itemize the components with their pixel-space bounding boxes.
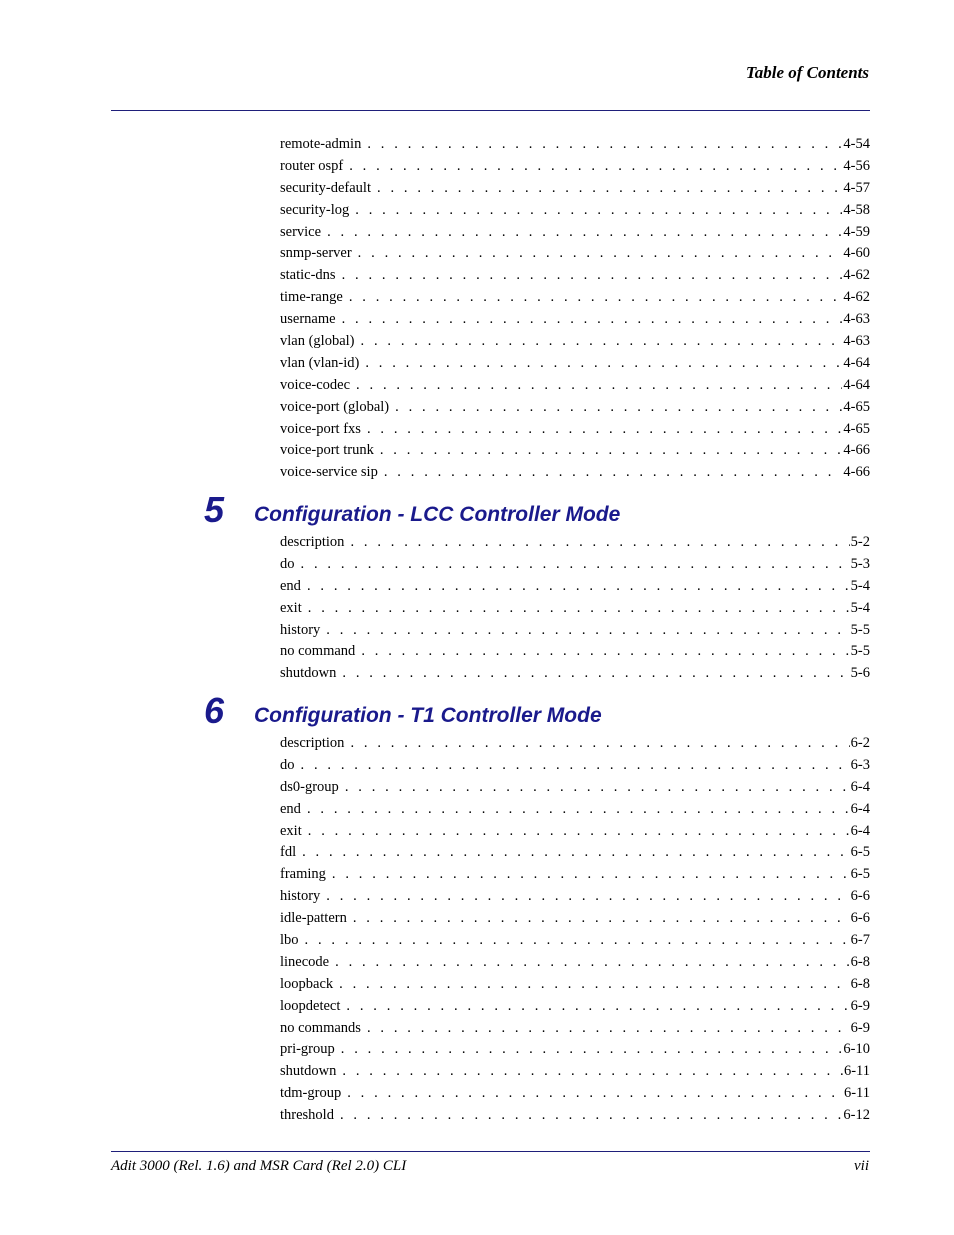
- toc-entry-page: 5-6: [850, 665, 870, 682]
- toc-entry-name: no command: [280, 643, 356, 660]
- toc-dot-leader: [361, 331, 843, 353]
- toc-entry-page: 5-4: [850, 577, 870, 594]
- toc-entry-page: 4-60: [843, 245, 870, 262]
- toc-chapter-6-list: [280, 733, 870, 1127]
- toc-entry-name: exit: [280, 822, 302, 839]
- toc-entry[interactable]: [280, 1061, 870, 1083]
- toc-entry-page: 5-2: [850, 534, 870, 550]
- toc-dot-leader: [350, 733, 849, 755]
- toc-dot-leader: [326, 620, 849, 642]
- toc-entry-page: 6-12: [843, 1107, 870, 1124]
- toc-entry-name: username: [280, 311, 336, 328]
- toc-dot-leader: [335, 952, 850, 974]
- toc-entry-name: threshold: [280, 1107, 334, 1124]
- chapter-5-number: 5: [204, 489, 225, 530]
- toc-entry-name: lbo: [280, 932, 299, 949]
- toc-dot-leader: [301, 755, 850, 777]
- toc-entry-name: pri-group: [280, 1041, 335, 1058]
- toc-dot-leader: [377, 178, 842, 200]
- toc-dot-leader: [342, 265, 843, 287]
- toc-entry[interactable]: [280, 397, 870, 419]
- footer-document-title: Adit 3000 (Rel. 1.6) and MSR Card (Rel 2.0) CLI: [111, 1158, 407, 1174]
- toc-entry[interactable]: [280, 265, 870, 287]
- toc-entry-page: 4-64: [843, 376, 870, 393]
- toc-entry-page: 4-54: [843, 136, 870, 152]
- toc-dot-leader: [339, 974, 850, 996]
- toc-entry-name: history: [280, 621, 321, 638]
- toc-entry-page: 6-9: [850, 1019, 870, 1036]
- toc-entry-name: voice-service sip: [280, 464, 378, 481]
- toc-entry-page: 4-64: [843, 354, 870, 371]
- footer-page-number: vii: [854, 1158, 869, 1174]
- toc-dot-leader: [349, 287, 843, 309]
- toc-entry-page: 4-57: [843, 179, 870, 196]
- toc-entry-page: 6-9: [850, 997, 870, 1014]
- toc-entry[interactable]: [280, 243, 870, 265]
- toc-entry-name: voice-codec: [280, 376, 351, 393]
- toc-dot-leader: [384, 462, 843, 484]
- page-header-title: Table of Contents: [745, 63, 869, 82]
- toc-entry-page: 4-66: [843, 464, 870, 481]
- toc-entry-name: router ospf: [280, 157, 344, 174]
- toc-entry[interactable]: [280, 200, 870, 222]
- toc-entry[interactable]: [280, 886, 870, 908]
- toc-entry-name: time-range: [280, 289, 343, 306]
- toc-entry-name: vlan (vlan-id): [280, 354, 360, 371]
- toc-entry-name: end: [280, 800, 301, 817]
- toc-entry[interactable]: [280, 755, 870, 777]
- toc-entry-name: vlan (global): [280, 333, 355, 350]
- toc-entry-name: voice-port (global): [280, 398, 390, 415]
- toc-entry-name: tdm-group: [280, 1085, 342, 1102]
- toc-entry-name: voice-port fxs: [280, 420, 361, 437]
- toc-entry[interactable]: [280, 996, 870, 1018]
- toc-dot-leader: [305, 930, 850, 952]
- toc-section-4-list: [280, 134, 870, 484]
- toc-dot-leader: [341, 1039, 843, 1061]
- toc-dot-leader: [308, 598, 850, 620]
- toc-dot-leader: [380, 440, 843, 462]
- toc-entry-page: 4-58: [843, 201, 870, 218]
- toc-entry[interactable]: [280, 178, 870, 200]
- toc-entry-page: 4-62: [843, 267, 870, 284]
- toc-entry-name: loopdetect: [280, 997, 341, 1014]
- toc-entry[interactable]: [280, 419, 870, 441]
- toc-entry[interactable]: [280, 908, 870, 930]
- toc-entry-page: 5-4: [850, 599, 870, 616]
- toc-dot-leader: [307, 576, 850, 598]
- toc-dot-leader: [346, 996, 849, 1018]
- toc-entry-page: 4-65: [843, 398, 870, 415]
- toc-entry[interactable]: [280, 331, 870, 353]
- toc-entry[interactable]: [280, 641, 870, 663]
- toc-entry-page: 5-3: [850, 555, 870, 572]
- toc-dot-leader: [350, 532, 849, 554]
- toc-dot-leader: [353, 908, 850, 930]
- toc-entry[interactable]: [280, 842, 870, 864]
- toc-entry[interactable]: [280, 134, 870, 156]
- toc-entry[interactable]: [280, 974, 870, 996]
- toc-entry-name: linecode: [280, 953, 330, 970]
- toc-entry-page: 6-8: [850, 975, 870, 992]
- toc-entry-page: 6-5: [850, 844, 870, 861]
- toc-entry-name: end: [280, 577, 301, 594]
- toc-entry-page: 4-56: [843, 157, 870, 174]
- toc-entry-page: 6-6: [850, 888, 870, 905]
- toc-entry-page: 6-11: [843, 1063, 870, 1080]
- toc-dot-leader: [340, 1105, 842, 1127]
- toc-entry-page: 5-5: [850, 643, 870, 660]
- toc-dot-leader: [302, 842, 850, 864]
- toc-dot-leader: [361, 641, 849, 663]
- toc-entry-name: security-default: [280, 179, 371, 196]
- toc-entry[interactable]: [280, 733, 870, 755]
- toc-entry-name: idle-pattern: [280, 910, 347, 927]
- toc-entry-page: 6-5: [850, 866, 870, 883]
- toc-entry-page: 5-5: [850, 621, 870, 638]
- toc-dot-leader: [365, 353, 842, 375]
- toc-dot-leader: [345, 777, 850, 799]
- toc-entry-page: 6-3: [850, 756, 870, 773]
- toc-entry[interactable]: [280, 462, 870, 484]
- toc-entry-name: fdl: [280, 844, 297, 861]
- toc-dot-leader: [307, 799, 850, 821]
- toc-entry-name: security-log: [280, 201, 350, 218]
- toc-dot-leader: [367, 134, 842, 156]
- toc-dot-leader: [349, 156, 842, 178]
- toc-entry-page: 6-10: [843, 1041, 870, 1058]
- toc-entry-page: 4-62: [843, 289, 870, 306]
- toc-entry[interactable]: [280, 222, 870, 244]
- toc-dot-leader: [347, 1083, 843, 1105]
- toc-entry[interactable]: [280, 777, 870, 799]
- toc-entry[interactable]: [280, 864, 870, 886]
- toc-entry-page: 6-11: [843, 1085, 870, 1102]
- toc-entry[interactable]: [280, 1018, 870, 1040]
- toc-dot-leader: [355, 200, 842, 222]
- toc-entry[interactable]: [280, 799, 870, 821]
- toc-dot-leader: [342, 663, 849, 685]
- toc-dot-leader: [308, 821, 850, 843]
- toc-entry-page: 4-66: [843, 442, 870, 459]
- toc-entry-page: 4-63: [843, 311, 870, 328]
- toc-entry[interactable]: [280, 576, 870, 598]
- toc-entry[interactable]: [280, 353, 870, 375]
- toc-entry[interactable]: [280, 375, 870, 397]
- toc-entry[interactable]: [280, 598, 870, 620]
- toc-entry[interactable]: [280, 821, 870, 843]
- toc-dot-leader: [358, 243, 843, 265]
- toc-entry-name: static-dns: [280, 267, 336, 284]
- toc-entry[interactable]: [280, 952, 870, 974]
- toc-entry[interactable]: [280, 663, 870, 685]
- footer-rule: [111, 1151, 870, 1152]
- header-rule: [111, 110, 870, 111]
- toc-entry[interactable]: [280, 1039, 870, 1061]
- toc-entry[interactable]: [280, 554, 870, 576]
- toc-entry-page: 6-7: [850, 932, 870, 949]
- toc-entry-page: 4-63: [843, 333, 870, 350]
- toc-dot-leader: [342, 1061, 843, 1083]
- toc-dot-leader: [342, 309, 843, 331]
- toc-entry-name: description: [280, 735, 345, 751]
- chapter-5-title[interactable]: Configuration - LCC Controller Mode: [254, 503, 621, 526]
- toc-dot-leader: [367, 1018, 850, 1040]
- toc-entry[interactable]: [280, 309, 870, 331]
- toc-entry-name: shutdown: [280, 665, 337, 682]
- toc-entry-name: voice-port trunk: [280, 442, 374, 459]
- toc-dot-leader: [367, 419, 842, 441]
- toc-entry-name: loopback: [280, 975, 334, 992]
- toc-entry[interactable]: [280, 287, 870, 309]
- toc-entry-page: 6-8: [850, 953, 870, 970]
- toc-entry[interactable]: [280, 1105, 870, 1127]
- toc-entry-name: ds0-group: [280, 778, 339, 795]
- toc-dot-leader: [301, 554, 850, 576]
- toc-entry-name: snmp-server: [280, 245, 352, 262]
- toc-entry[interactable]: [280, 930, 870, 952]
- toc-entry-page: 6-6: [850, 910, 870, 927]
- toc-dot-leader: [356, 375, 842, 397]
- toc-entry-name: history: [280, 888, 321, 905]
- toc-entry-page: 6-4: [850, 778, 870, 795]
- toc-entry-name: exit: [280, 599, 302, 616]
- chapter-6-title[interactable]: Configuration - T1 Controller Mode: [254, 704, 602, 727]
- toc-entry[interactable]: [280, 532, 870, 554]
- toc-entry-page: 4-59: [843, 223, 870, 240]
- toc-entry-page: 4-65: [843, 420, 870, 437]
- toc-entry-page: 6-4: [850, 800, 870, 817]
- toc-dot-leader: [332, 864, 850, 886]
- toc-dot-leader: [327, 222, 842, 244]
- toc-entry[interactable]: [280, 1083, 870, 1105]
- toc-entry-name: framing: [280, 866, 326, 883]
- toc-entry[interactable]: [280, 156, 870, 178]
- toc-entry-name: shutdown: [280, 1063, 337, 1080]
- toc-entry-name: do: [280, 555, 295, 572]
- toc-entry-page: 6-2: [850, 735, 870, 751]
- toc-entry-name: service: [280, 223, 322, 240]
- toc-entry[interactable]: [280, 620, 870, 642]
- toc-entry[interactable]: [280, 440, 870, 462]
- toc-entry-name: remote-admin: [280, 136, 362, 152]
- chapter-6-number: 6: [204, 690, 225, 731]
- toc-entry-name: no commands: [280, 1019, 361, 1036]
- toc-chapter-5-list: [280, 532, 870, 685]
- toc-entry-name: do: [280, 756, 295, 773]
- toc-dot-leader: [326, 886, 849, 908]
- toc-entry-page: 6-4: [850, 822, 870, 839]
- toc-dot-leader: [395, 397, 842, 419]
- toc-entry-name: description: [280, 534, 345, 550]
